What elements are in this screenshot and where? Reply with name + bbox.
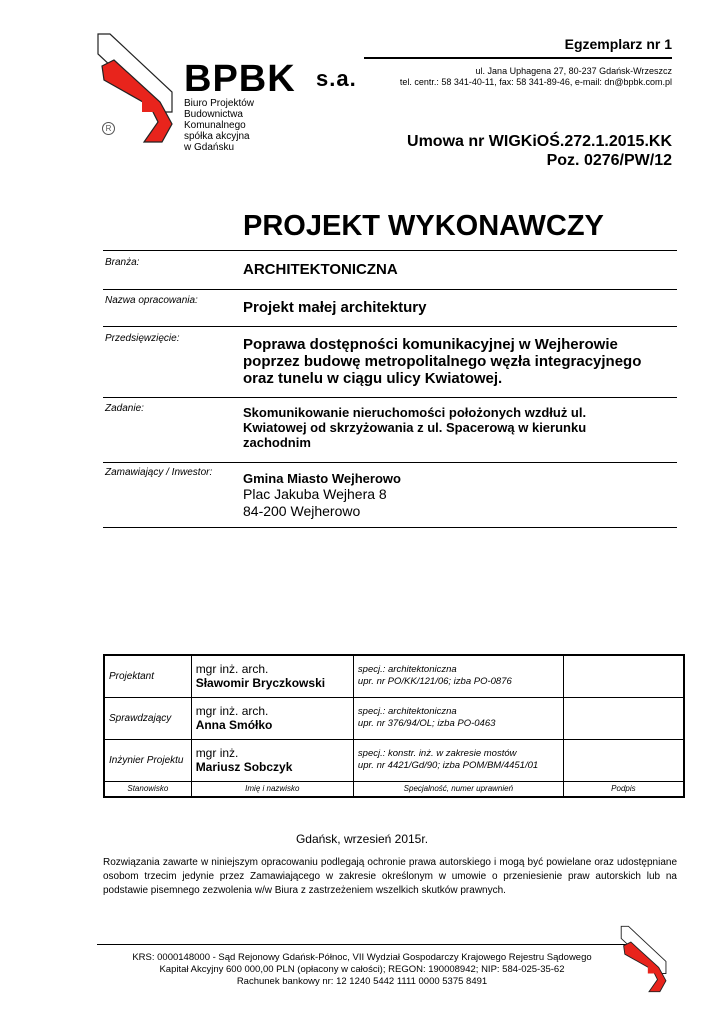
branch-value: ARCHITEKTONICZNA [243,261,398,278]
role-cell: Projektant [104,655,191,697]
undertaking-line: Poprawa dostępności komunikacyjnej w Wejherowie [243,336,618,353]
company-desc-line: Budownictwa [184,109,243,120]
header-divider [364,57,672,59]
role-cell: Sprawdzający [104,697,191,739]
company-name: BPBK [184,58,296,100]
company-suffix: s.a. [316,66,357,91]
contact-line: tel. centr.: 58 341-40-11, fax: 58 341-89-46, e-mail: dn@bpbk.com.pl [399,77,672,87]
undertaking-line: oraz tunelu w ciągu ulicy Kwiatowej. [243,370,503,387]
contract-info [407,132,672,170]
person-title: mgr inż. arch. [195,704,269,718]
person-title: mgr inż. [195,746,239,760]
bpbk-logo-small-icon [620,920,672,998]
branch-label: Branża: [105,257,140,268]
spec-cell [353,655,563,697]
document-title: PROJEKT WYKONAWCZY [243,210,604,242]
specialty: specj.: konstr. inż. w zakresie mostów [357,748,517,759]
signature-cell [563,697,684,739]
investor-address-line: 84-200 Wejherowo [243,503,361,519]
divider [103,527,677,528]
person-name: Anna Smółko [195,718,273,732]
person-name: Sławomir Bryczkowski [195,676,326,691]
copy-number: Egzemplarz nr 1 [564,36,672,52]
task-line: Kwiatowej od skrzyżowania z ul. Spacerową w kierunku [243,420,587,435]
signature-cell [563,739,684,781]
legal-notice: Rozwiązania zawarte w niniejszym opracowaniu podlegają ochronie prawa autorskiego i mogą być powielane oraz udostępniane osobom trzecim jedynie przez Zamawiającego w zakresie określonym w umowie o przeniesienie praw autorskich lub na podstawie pisemnego zezwolenia w/w Biura z zastrzeżeniem wszelkich skutków prawnych. [103,857,677,896]
table-row [104,655,684,697]
role-cell: Inżynier Projektu [104,739,191,781]
investor-name: Gmina Miasto Wejherowo [243,471,401,486]
investor-address-line: Plac Jakuba Wejhera 8 [243,486,387,502]
investor-label: Zamawiający / Inwestor: [105,467,213,478]
signature-cell [563,655,684,697]
undertaking-value [243,336,641,387]
person-name: Mariusz Sobczyk [195,760,293,774]
spec-cell [353,697,563,739]
footer-krs: KRS: 0000148000 - Sąd Rejonowy Gdańsk-Północ, VII Wydział Gospodarczy Krajowego Rejestru Sądowego [132,952,592,963]
task-line: Skomunikowanie nieruchomości położonych wzdłuż ul. [243,405,587,420]
company-desc-line: w Gdańsku [184,142,235,153]
task-value [243,405,673,450]
footer-bank: Rachunek bankowy nr: 12 1240 5442 1111 0000 5375 8491 [236,976,488,987]
footer-info [97,952,627,988]
task-label: Zadanie: [105,403,144,414]
person-title: mgr inż. arch. [195,662,269,677]
table-footer-row [104,781,684,797]
divider [103,397,677,398]
company-desc-line: Komunalnego [184,120,246,131]
company-desc-line: Biuro Projektów [184,98,255,109]
name-cell [191,739,353,781]
footer-capital: Kapitał Akcyjny 600 000,00 PLN (opłacony w całości); REGON: 190008942; NIP: 584-025-35-62 [159,964,565,975]
license: upr. nr 4421/Gd/90; izba POM/BM/4451/01 [357,760,539,771]
divider [103,250,677,251]
specialty: specj.: architektoniczna [357,706,457,717]
spec-cell [353,739,563,781]
contract-number: Umowa nr WIGKiOŚ.272.1.2015.KK [407,133,672,150]
place-date: Gdańsk, wrzesień 2015r. [295,832,429,846]
company-desc-line: spółka akcyjna [184,131,250,142]
name-value: Projekt małej architektury [243,299,427,316]
table-row [104,697,684,739]
company-address [400,66,672,88]
undertaking-label: Przedsięwzięcie: [105,333,180,344]
name-cell [191,655,353,697]
task-line: zachodnim [243,435,311,450]
divider [103,462,677,463]
column-caption: Specjalność, numer uprawnień [353,781,563,797]
license: upr. nr 376/94/OL; izba PO-0463 [357,718,496,729]
table-row [104,739,684,781]
contract-position: Poz. 0276/PW/12 [546,152,672,169]
name-label: Nazwa opracowania: [105,295,198,306]
column-caption: Imię i nazwisko [191,781,353,797]
investor-block [243,471,673,520]
specialty: specj.: architektoniczna [357,664,457,676]
address-line: ul. Jana Uphagena 27, 80-237 Gdańsk-Wrzeszcz [475,66,672,76]
divider [103,326,677,327]
license: upr. nr PO/KK/121/06; izba PO-0876 [357,676,512,688]
footer-divider [97,944,627,945]
name-cell [191,697,353,739]
undertaking-line: poprzez budowę metropolitalnego węzła integracyjnego [243,353,642,370]
signatures-table [103,654,685,798]
divider [103,289,677,290]
column-caption: Podpis [563,781,684,797]
registered-mark-icon: R [102,122,115,135]
column-caption: Stanowisko [104,781,191,797]
company-description [184,98,254,153]
